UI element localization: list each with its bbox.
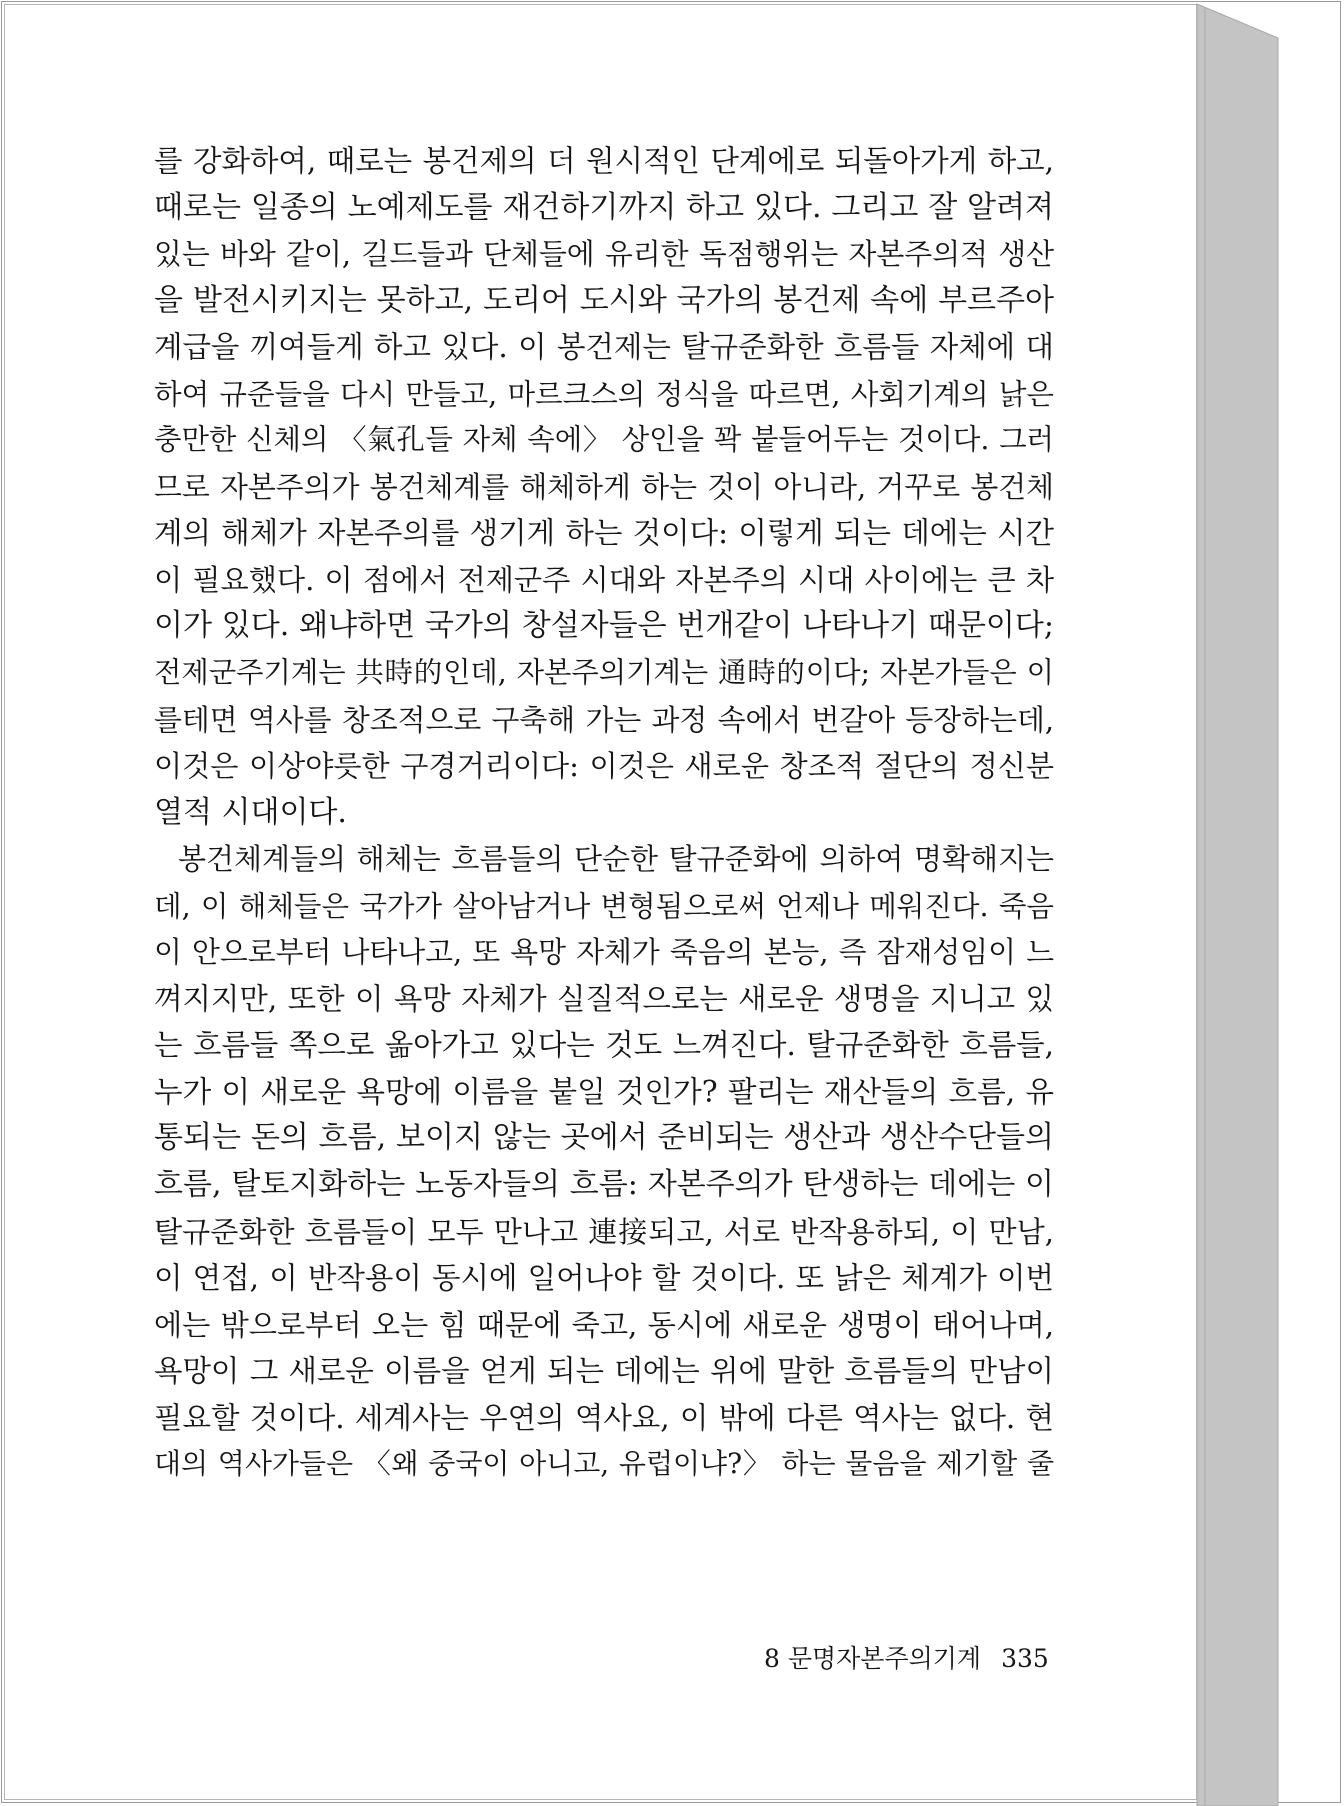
page-footer xyxy=(764,1640,1064,1678)
text-line: 이가 있다. 왜냐하면 국가의 창설자들은 번개같이 나타나기 때문이다; xyxy=(154,608,1054,644)
text-line: 충만한 신체의 〈氣孔들 자체 속에〉 상인을 꽉 붙들어두는 것이다. 그러 xyxy=(154,423,1054,457)
paragraph-2 xyxy=(154,836,1054,1488)
text-line: 필요할 것이다. 세계사는 우연의 역사요, 이 밖에 다른 역사는 없다. 현 xyxy=(154,1400,1054,1435)
text-line: 껴지지만, 또한 이 욕망 자체가 실질적으로는 새로운 생명을 지니고 있 xyxy=(154,981,1054,1016)
running-footer-chapter: 8 문명자본주의기계 xyxy=(764,1644,982,1673)
page-number: 335 xyxy=(1001,1644,1049,1673)
text-line: 이 필요했다. 이 점에서 전제군주 시대와 자본주의 시대 사이에는 큰 차 xyxy=(154,562,1054,597)
text-line: 이 안으로부터 나타나고, 또 욕망 자체가 죽음의 본능, 즉 잠재성임이 느 xyxy=(154,935,1054,970)
text-line: 열적 시대이다. xyxy=(154,794,347,830)
text-line: 하여 규준들을 다시 만들고, 마르크스의 정식을 따르면, 사회기계의 낡은 xyxy=(154,376,1054,411)
text-line: 탈규준화한 흐름들이 모두 만나고 連接되고, 서로 반작용하되, 이 만남, xyxy=(154,1214,1054,1249)
text-line: 때로는 일종의 노예제도를 재건하기까지 하고 있다. 그리고 잘 알려져 xyxy=(154,189,1054,225)
text-line: 는 흐름들 쪽으로 옮아가고 있다는 것도 느껴진다. 탈규준화한 흐름들, xyxy=(154,1028,1054,1063)
text-line: 므로 자본주의가 봉건체계를 해체하게 하는 것이 아니라, 거꾸로 봉건체 xyxy=(154,469,1054,504)
text-line: 이 연접, 이 반작용이 동시에 일어나야 할 것이다. 또 낡은 체계가 이번 xyxy=(154,1261,1054,1296)
book-edge-side xyxy=(1197,4,1278,1806)
text-line: 흐름, 탈토지화하는 노동자들의 흐름: 자본주의가 탄생하는 데에는 이 xyxy=(154,1167,1054,1203)
body-text xyxy=(154,138,1054,1488)
text-line: 을 발전시키지는 못하고, 도리어 도시와 국가의 봉건제 속에 부르주아 xyxy=(154,282,1054,318)
text-line: 이것은 이상야릇한 구경거리이다: 이것은 새로운 창조적 절단의 정신분 xyxy=(154,749,1054,784)
text-line: 계의 해체가 자본주의를 생기게 하는 것이다: 이렇게 되는 데에는 시간 xyxy=(154,516,1054,551)
text-line: 계급을 끼여들게 하고 있다. 이 봉건제는 탈규준화한 흐름들 자체에 대 xyxy=(154,330,1054,365)
text-line: 대의 역사가들은 〈왜 중국이 아니고, 유럽이냐?〉 하는 물음을 제기할 줄 xyxy=(154,1447,1054,1481)
text-line: 를 강화하여, 때로는 봉건제의 더 원시적인 단계에로 되돌아가게 하고, xyxy=(154,144,1054,178)
paragraph-1 xyxy=(154,138,1054,836)
text-line: 에는 밖으로부터 오는 힘 때문에 죽고, 동시에 새로운 생명이 태어나며, xyxy=(154,1307,1054,1342)
text-line: 봉건체계들의 해체는 흐름들의 단순한 탈규준화에 의하여 명확해지는 xyxy=(178,842,1054,877)
text-line: 누가 이 새로운 욕망에 이름을 붙일 것인가? 팔리는 재산들의 흐름, 유 xyxy=(154,1074,1054,1109)
text-line: 전제군주기계는 共時的인데, 자본주의기계는 通時的이다; 자본가들은 이 xyxy=(154,656,1054,690)
text-line: 통되는 돈의 흐름, 보이지 않는 곳에서 준비되는 생산과 생산수단들의 xyxy=(154,1120,1054,1156)
text-line: 를테면 역사를 창조적으로 구축해 가는 과정 속에서 번갈아 등장하는데, xyxy=(154,702,1054,737)
text-line: 욕망이 그 새로운 이름을 얻게 되는 데에는 위에 말한 흐름들의 만남이 xyxy=(154,1354,1054,1389)
text-line: 있는 바와 같이, 길드들과 단체들에 유리한 독점행위는 자본주의적 생산 xyxy=(154,237,1054,272)
text-line: 데, 이 해체들은 국가가 살아남거나 변형됨으로써 언제나 메워진다. 죽음 xyxy=(154,888,1054,923)
